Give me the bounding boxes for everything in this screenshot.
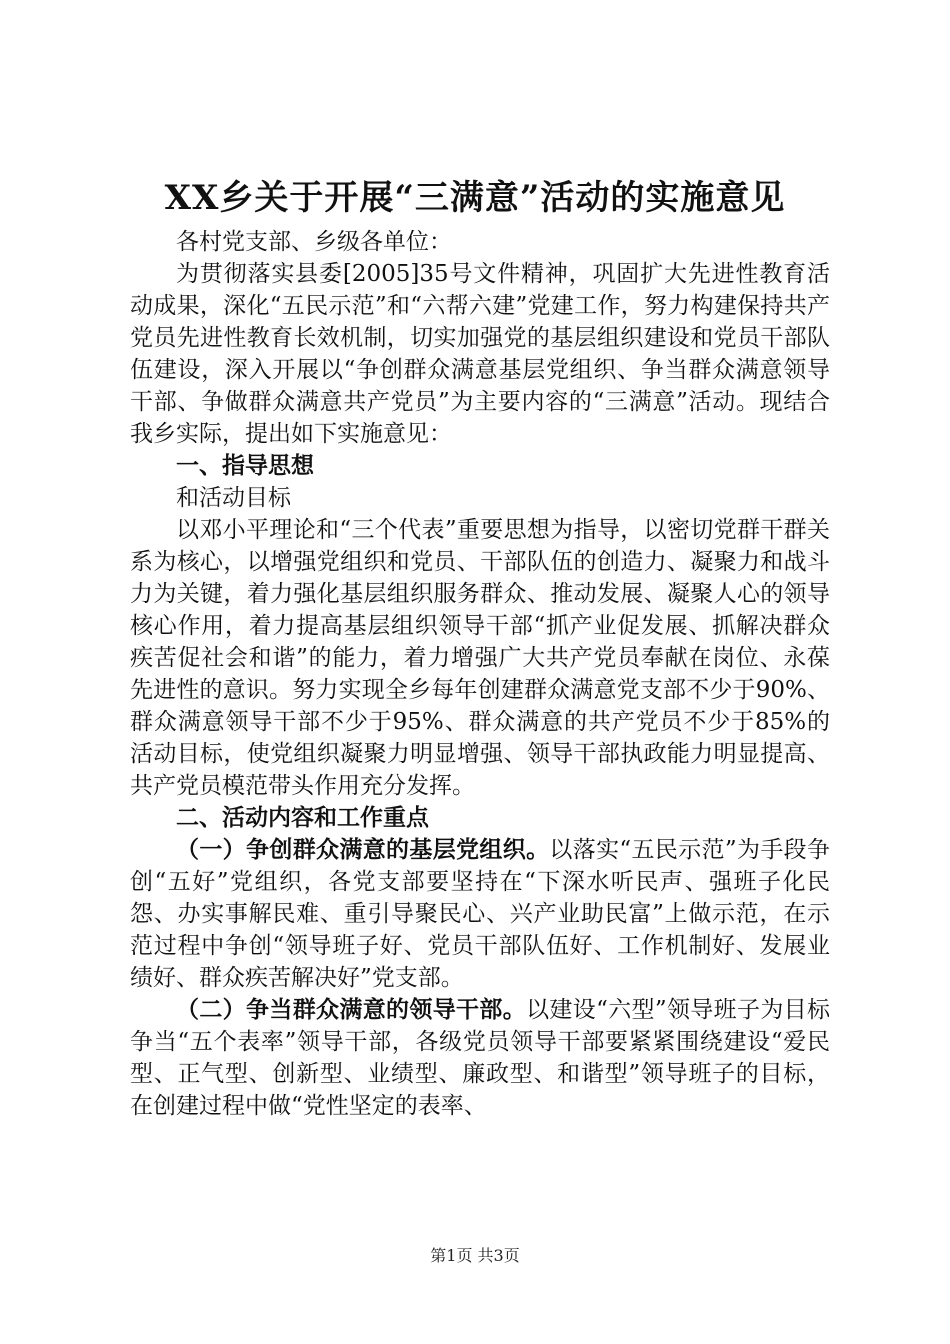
item2-body: 以建设“六型”领导班子为目标争当“五个表率”领导干部，各级党员领导干部要紧紧围绕建设“爱民型、正气型、创新型、业绩型、廉政型、和谐型”领导班子的目标，在创建过程中做“党性坚定的表率、 [130, 997, 830, 1119]
document-body [130, 226, 830, 1122]
item1-paragraph [130, 834, 830, 994]
section1-heading: 一、指导思想 [176, 452, 314, 479]
item1-body: 以落实“五民示范”为手段争创“五好”党组织，各党支部要坚持在“下深水听民声、强班子化民怨、办实事解民难、重引导聚民心、兴产业助民富”上做示范，在示范过程中争创“领导班子好、党员干部队伍好、工作机制好、发展业绩好、群众疾苦解决好”党支部。 [130, 837, 830, 991]
salutation: 各村党支部、乡级各单位： [176, 229, 452, 255]
item2-paragraph [130, 994, 830, 1122]
document-title: XX乡关于开展“三满意”活动的实施意见 [164, 178, 786, 218]
section2-heading: 二、活动内容和工作重点 [176, 804, 429, 831]
page-footer: 第1页 共3页 [430, 1246, 520, 1265]
section1-paragraph: 以邓小平理论和“三个代表”重要思想为指导，以密切党群干群关系为核心，以增强党组织和党员、干部队伍的创造力、凝聚力和战斗力为关键，着力强化基层组织服务群众、推动发展、凝聚人心的领导核心作用，着力提高基层组织领导干部“抓产业促发展、抓解决群众疾苦促社会和谐”的能力，着力增强广大共产党员奉献在岗位、永葆先进性的意识。努力实现全乡每年创建群众满意党支部不少于90%、群众满意领导干部不少于95%、群众满意的共产党员不少于85%的活动目标，使党组织凝聚力明显增强、领导干部执政能力明显提高、共产党员模范带头作用充分发挥。 [130, 517, 830, 799]
intro-paragraph: 为贯彻落实县委[2005]35号文件精神，巩固扩大先进性教育活动成果，深化“五民示范”和“六帮六建”党建工作，努力构建保持共产党员先进性教育长效机制，切实加强党的基层组织建设和党员干部队伍建设，深入开展以“争创群众满意基层党组织、争当群众满意领导干部、争做群众满意共产党员”为主要内容的“三满意”活动。现结合我乡实际，提出如下实施意见： [130, 261, 830, 447]
section1-subheading: 和活动目标 [176, 485, 291, 511]
item1-lead: （一）争创群众满意的基层党组织。 [176, 836, 550, 863]
item2-lead: （二）争当群众满意的领导干部。 [176, 996, 527, 1023]
